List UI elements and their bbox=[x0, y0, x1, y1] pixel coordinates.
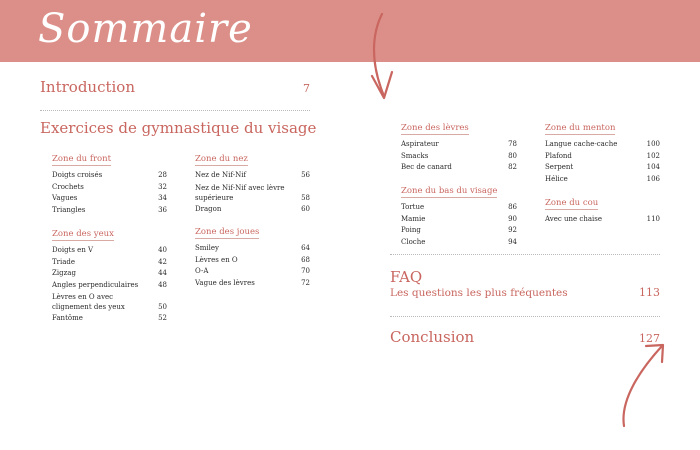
toc-entry-conclusion[interactable] bbox=[390, 328, 660, 346]
zone-title: Zone du front bbox=[52, 154, 112, 164]
item-page: 52 bbox=[158, 314, 167, 322]
item-label: Poing bbox=[401, 226, 421, 234]
zone-menton bbox=[545, 115, 660, 185]
item-page: 92 bbox=[508, 226, 517, 234]
list-item[interactable] bbox=[401, 237, 517, 249]
item-label: Cloche bbox=[401, 237, 426, 246]
item-label: Zigzag bbox=[52, 269, 76, 277]
item-label: Smacks bbox=[401, 151, 429, 160]
list-item[interactable] bbox=[545, 151, 660, 163]
zone-yeux bbox=[52, 221, 167, 325]
item-page: 36 bbox=[158, 205, 167, 214]
list-item[interactable] bbox=[52, 292, 167, 312]
item-label: Nez de Nif-Nif avec lèvre supérieure bbox=[195, 183, 285, 202]
item-label: Triangles bbox=[52, 205, 86, 214]
zone-nez bbox=[195, 146, 310, 215]
item-page: 50 bbox=[158, 303, 167, 311]
toc-entry-faq[interactable] bbox=[390, 286, 660, 299]
item-page: 104 bbox=[646, 163, 660, 171]
zone-title: Zone des lèvres bbox=[401, 123, 469, 133]
zone-title: Zone du cou bbox=[545, 198, 599, 208]
item-label: Triade bbox=[52, 257, 76, 266]
item-label: Plafond bbox=[545, 151, 572, 160]
item-page: 100 bbox=[646, 140, 660, 148]
item-label: Hélice bbox=[545, 174, 568, 183]
list-item[interactable] bbox=[195, 204, 310, 216]
zone-front bbox=[52, 146, 167, 216]
list-item[interactable] bbox=[401, 225, 517, 237]
list-item[interactable] bbox=[195, 183, 310, 203]
introduction-page: 7 bbox=[303, 82, 310, 95]
list-item[interactable] bbox=[545, 139, 660, 151]
item-label: Langue cache-cache bbox=[545, 140, 618, 148]
item-page: 110 bbox=[646, 215, 660, 223]
item-page: 102 bbox=[646, 151, 660, 160]
list-item[interactable] bbox=[52, 257, 167, 269]
faq-subtitle: Les questions les plus fréquentes bbox=[390, 287, 568, 299]
zone-cou bbox=[545, 190, 660, 226]
item-page: 72 bbox=[301, 278, 310, 287]
divider bbox=[390, 316, 660, 317]
item-page: 70 bbox=[301, 267, 310, 275]
item-label: Smiley bbox=[195, 244, 220, 252]
item-page: 80 bbox=[508, 151, 517, 160]
item-label: Angles perpendiculaires bbox=[52, 280, 139, 289]
item-label: Lèvres en O avec clignement des yeux bbox=[52, 293, 125, 311]
item-page: 40 bbox=[158, 246, 167, 254]
list-item[interactable] bbox=[52, 170, 167, 182]
list-item[interactable] bbox=[401, 214, 517, 226]
item-page: 58 bbox=[301, 193, 310, 202]
list-item[interactable] bbox=[401, 162, 517, 174]
up-arrow-icon bbox=[610, 340, 670, 430]
item-label: Aspirateur bbox=[401, 140, 439, 148]
down-arrow-icon bbox=[368, 14, 408, 104]
item-page: 56 bbox=[301, 171, 310, 179]
faq-title: FAQ bbox=[390, 268, 423, 286]
divider bbox=[390, 254, 660, 255]
item-label: Avec une chaise bbox=[545, 215, 602, 223]
list-item[interactable] bbox=[545, 162, 660, 174]
item-page: 64 bbox=[301, 244, 310, 252]
item-page: 32 bbox=[158, 182, 167, 191]
zone-joues bbox=[195, 219, 310, 289]
exercises-title: Exercices de gymnastique du visage bbox=[40, 119, 317, 137]
list-item[interactable] bbox=[401, 151, 517, 163]
toc-entry-introduction[interactable] bbox=[40, 78, 310, 96]
conclusion-title: Conclusion bbox=[390, 328, 475, 346]
list-item[interactable] bbox=[52, 193, 167, 205]
item-page: 94 bbox=[508, 237, 517, 246]
list-item[interactable] bbox=[52, 182, 167, 194]
page-title: Sommaire bbox=[38, 6, 253, 52]
item-page: 60 bbox=[301, 204, 310, 213]
list-item[interactable] bbox=[545, 214, 660, 226]
zone-levres bbox=[401, 115, 517, 174]
item-page: 28 bbox=[158, 171, 167, 179]
list-item[interactable] bbox=[195, 266, 310, 278]
item-label: Doigts en V bbox=[52, 246, 94, 254]
item-page: 68 bbox=[301, 255, 310, 264]
list-item[interactable] bbox=[401, 139, 517, 151]
item-label: Dragon bbox=[195, 204, 222, 213]
item-page: 34 bbox=[158, 194, 167, 202]
list-item[interactable] bbox=[545, 174, 660, 186]
item-label: Vague des lèvres bbox=[195, 278, 255, 287]
item-page: 48 bbox=[158, 280, 167, 289]
header-band bbox=[0, 0, 700, 62]
list-item[interactable] bbox=[401, 202, 517, 214]
zone-title: Zone des joues bbox=[195, 227, 260, 237]
list-item[interactable] bbox=[195, 278, 310, 290]
zone-title: Zone du nez bbox=[195, 154, 248, 164]
item-page: 86 bbox=[508, 203, 517, 211]
list-item[interactable] bbox=[52, 268, 167, 280]
zone-title: Zone du menton bbox=[545, 123, 616, 133]
list-item[interactable] bbox=[52, 313, 167, 325]
list-item[interactable] bbox=[52, 280, 167, 292]
list-item[interactable] bbox=[52, 205, 167, 217]
list-item[interactable] bbox=[195, 255, 310, 267]
item-label: Crochets bbox=[52, 182, 84, 191]
zone-title: Zone des yeux bbox=[52, 229, 114, 239]
introduction-title: Introduction bbox=[40, 78, 135, 96]
item-label: Bec de canard bbox=[401, 163, 452, 171]
item-label: Fantôme bbox=[52, 314, 83, 322]
item-label: Lèvres en O bbox=[195, 255, 238, 264]
zone-bas-visage bbox=[401, 178, 517, 248]
item-page: 90 bbox=[508, 214, 517, 223]
list-item[interactable] bbox=[195, 243, 310, 255]
item-page: 44 bbox=[158, 269, 167, 277]
item-page: 106 bbox=[646, 174, 660, 183]
faq-page: 113 bbox=[639, 286, 660, 299]
divider bbox=[40, 110, 310, 111]
item-label: Vagues bbox=[52, 194, 78, 202]
item-label: Tortue bbox=[401, 203, 425, 211]
item-page: 82 bbox=[508, 163, 517, 171]
zone-title: Zone du bas du visage bbox=[401, 186, 498, 196]
item-label: Serpent bbox=[545, 163, 574, 171]
list-item[interactable] bbox=[195, 170, 310, 182]
list-item[interactable] bbox=[52, 245, 167, 257]
item-label: Mamie bbox=[401, 214, 426, 223]
item-label: Nez de Nif-Nif bbox=[195, 171, 247, 179]
conclusion-page: 127 bbox=[639, 332, 660, 345]
item-label: O-A bbox=[195, 267, 209, 275]
item-page: 78 bbox=[508, 140, 517, 148]
item-label: Doigts croisés bbox=[52, 171, 103, 179]
item-page: 42 bbox=[158, 257, 167, 266]
